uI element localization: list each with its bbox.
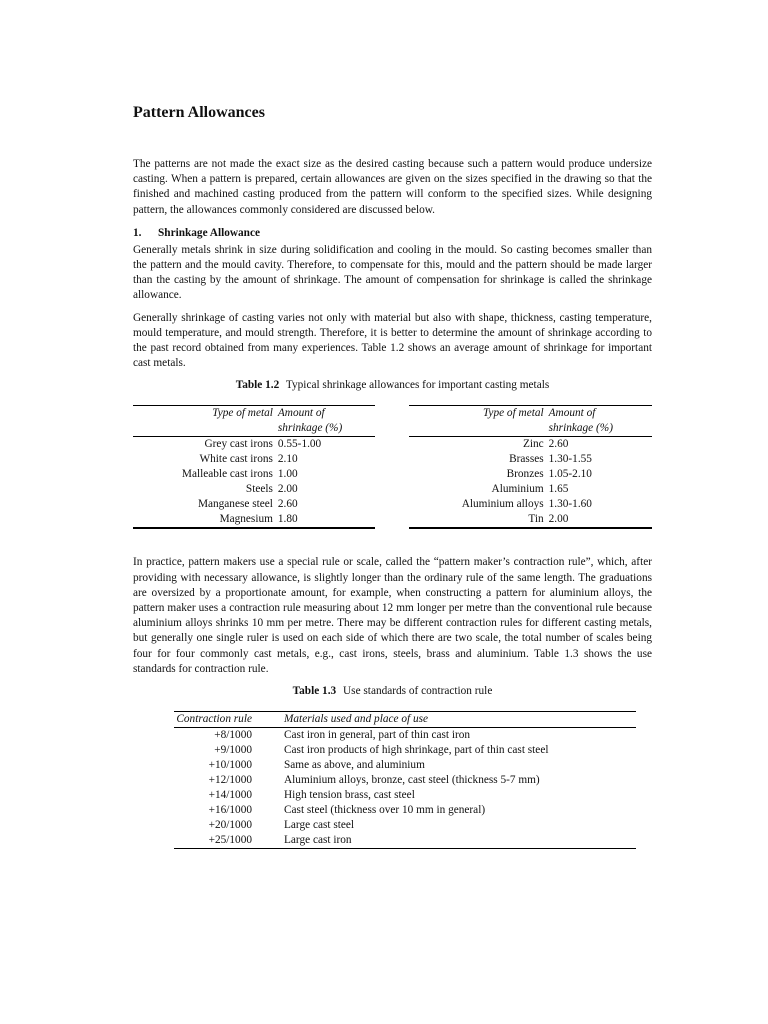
table-row (174, 818, 636, 833)
shrinkage-paragraph-1: Generally metals shrink in size during solidification and cooling in the mould. So casting becomes smaller than the pattern and the mould cavity. Therefore, to compensate for this, mould and the pattern should be made larger than the casting by the amount of shrinkage. The amount of compensation for shrinkage is called the shrinkage allowance. (133, 243, 652, 302)
table-row (174, 833, 636, 849)
table-row (133, 437, 375, 453)
shrinkage-cell: 1.65 (548, 483, 569, 496)
shrinkage-table-left (133, 405, 375, 529)
metal-cell: White cast irons (199, 453, 273, 466)
metal-cell: Brasses (509, 453, 544, 466)
table-row (174, 743, 636, 758)
rule-cell: +8/1000 (214, 729, 252, 742)
col-header-use: Materials used and place of use (284, 712, 636, 728)
metal-cell: Aluminium (491, 483, 544, 496)
contraction-rule-paragraph: In practice, pattern makers use a special rule or scale, called the “pattern maker’s contraction rule”, which, after providing with necessary allowance, is slightly longer than the ordinary rule of the same length. The graduations are oversized by a proportionate amount, for example, when constructing a pattern for aluminium alloys, the pattern maker uses a contraction rule measuring about 12 mm longer per metre than the conventional rule because aluminium alloys shrinks 10 mm per metre. There may be different contraction rules for different casting metals, but generally one single ruler is used on each side of which there are two scale, the total number of scales being four for four commonly cast metals, e.g., cast irons, steels, brass and aluminium. Table 1.3 shows the use standards for contraction rule. (133, 556, 652, 675)
col-header-amount-unit: shrinkage (%) (549, 421, 652, 437)
shrinkage-cell: 2.60 (548, 438, 569, 451)
metal-cell: Tin (528, 513, 544, 526)
rule-cell: +9/1000 (214, 744, 252, 757)
section-number: 1. (133, 226, 142, 239)
col-header-metal: Type of metal (482, 407, 544, 420)
metal-cell: Bronzes (506, 468, 544, 481)
use-cell: Cast steel (thickness over 10 mm in general) (284, 804, 486, 817)
use-cell: High tension brass, cast steel (284, 789, 415, 802)
shrinkage-cell: 1.30-1.55 (548, 453, 592, 466)
use-cell: Aluminium alloys, bronze, cast steel (thickness 5-7 mm) (284, 774, 540, 787)
shrinkage-cell: 1.00 (277, 468, 298, 481)
shrinkage-cell: 2.00 (277, 483, 298, 496)
shrinkage-cell: 1.80 (277, 513, 298, 526)
table-row (133, 512, 375, 528)
col-header-amount: Amount of (548, 407, 596, 420)
col-header-metal: Type of metal (212, 407, 273, 420)
col-header-amount-unit: shrinkage (%) (278, 421, 375, 437)
col-header-rule: Contraction rule (174, 712, 284, 728)
use-cell: Cast iron in general, part of thin cast iron (284, 729, 471, 742)
rule-cell: +10/1000 (208, 759, 252, 772)
shrinkage-cell: 0.55-1.00 (277, 438, 322, 451)
table-row (174, 758, 636, 773)
metal-cell: Grey cast irons (204, 438, 273, 451)
table-1-2-caption-text: Typical shrinkage allowances for important casting metals (285, 379, 550, 392)
shrinkage-cell: 2.60 (277, 498, 298, 511)
shrinkage-cell: 2.10 (277, 453, 298, 466)
table-row (133, 467, 375, 482)
table-row (409, 467, 652, 482)
table-row (174, 788, 636, 803)
metal-cell: Steels (245, 483, 273, 496)
intro-paragraph: The patterns are not made the exact size as the desired casting because such a pattern would produce undersize casting. When a pattern is prepared, certain allowances are given on the sizes specified in the drawing so that the finished and machined casting produced from the pattern will conform to the specified sizes. While designing pattern, the allowances commonly considered are discussed below. (133, 158, 652, 216)
col-header-blank (409, 421, 549, 437)
page-title: Pattern Allowances (133, 104, 265, 121)
col-header-blank (133, 421, 278, 437)
metal-cell: Aluminium alloys (461, 498, 544, 511)
rule-cell: +14/1000 (208, 789, 252, 802)
use-cell: Same as above, and aluminium (284, 759, 425, 772)
contraction-rule-table (174, 711, 636, 849)
section-heading (133, 227, 652, 239)
table-1-2-caption (133, 379, 652, 391)
col-header-amount: Amount of (277, 407, 325, 420)
table-row (174, 728, 636, 744)
table-row (409, 482, 652, 497)
use-cell: Large cast steel (284, 819, 355, 832)
table-1-3-label: Table 1.3 (292, 685, 337, 698)
table-1-3-caption-text: Use standards of contraction rule (343, 685, 493, 698)
shrinkage-paragraph-2: Generally shrinkage of casting varies not only with material but also with shape, thickness, casting temperature, mould temperature, and mould strength. Therefore, it is better to determine the amount of shrinkage according to the past record obtained from many experiences. Table 1.2 shows an average amount of shrinkage for important cast metals. (133, 311, 652, 370)
use-cell: Large cast iron (284, 834, 352, 847)
shrinkage-cell: 1.05-2.10 (548, 468, 592, 481)
table-row (409, 512, 652, 528)
table-row (409, 437, 652, 453)
rule-cell: +20/1000 (208, 819, 252, 832)
shrinkage-cell: 1.30-1.60 (548, 498, 592, 511)
table-1-3-caption (133, 685, 652, 697)
metal-cell: Magnesium (219, 513, 273, 526)
table-row (133, 482, 375, 497)
table-row (409, 452, 652, 467)
shrinkage-table-right (409, 405, 652, 529)
table-row (133, 497, 375, 512)
section-title: Shrinkage Allowance (158, 226, 260, 239)
page-content (133, 104, 652, 849)
rule-cell: +12/1000 (208, 774, 252, 787)
metal-cell: Malleable cast irons (181, 468, 273, 481)
table-row (174, 773, 636, 788)
use-cell: Cast iron products of high shrinkage, part of thin cast steel (284, 744, 549, 757)
table-1-2-label: Table 1.2 (235, 379, 280, 392)
table-row (409, 497, 652, 512)
shrinkage-cell: 2.00 (548, 513, 569, 526)
shrinkage-tables (133, 405, 652, 529)
table-row (174, 803, 636, 818)
rule-cell: +25/1000 (208, 834, 252, 847)
table-row (133, 452, 375, 467)
rule-cell: +16/1000 (208, 804, 252, 817)
metal-cell: Manganese steel (197, 498, 273, 511)
metal-cell: Zinc (522, 438, 544, 451)
